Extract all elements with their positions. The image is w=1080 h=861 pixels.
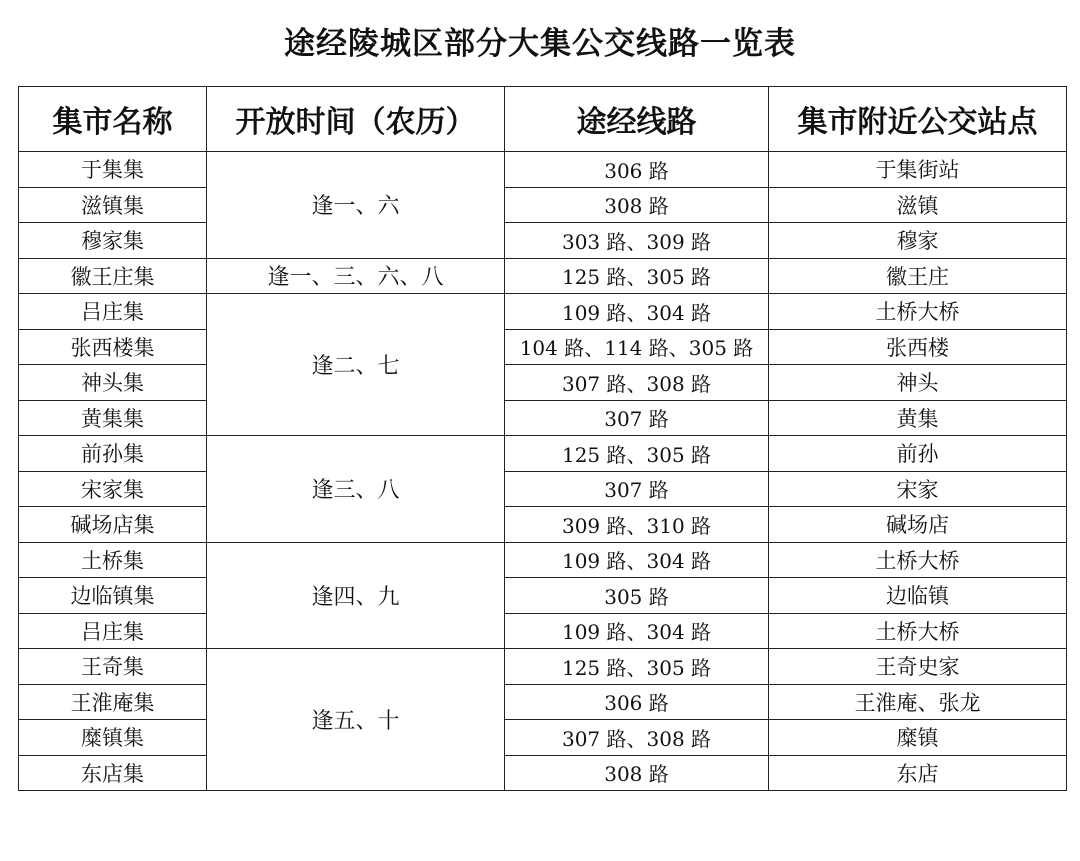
table-row [19, 365, 1067, 401]
table-row [19, 258, 1067, 294]
routes-cell: 307 路、308 路 [505, 365, 769, 401]
stop-cell: 徽王庄 [769, 258, 1067, 294]
table-row [19, 613, 1067, 649]
market-name-cell: 徽王庄集 [19, 258, 207, 294]
routes-cell: 109 路、304 路 [505, 294, 769, 330]
market-name-cell: 吕庄集 [19, 613, 207, 649]
routes-cell: 305 路 [505, 578, 769, 614]
stop-cell: 前孙 [769, 436, 1067, 472]
market-name-cell: 前孙集 [19, 436, 207, 472]
stop-cell: 糜镇 [769, 720, 1067, 756]
routes-cell: 109 路、304 路 [505, 613, 769, 649]
routes-cell: 307 路 [505, 471, 769, 507]
stop-cell: 神头 [769, 365, 1067, 401]
stop-cell: 于集街站 [769, 152, 1067, 188]
stop-cell: 王淮庵、张龙 [769, 684, 1067, 720]
market-name-cell: 王淮庵集 [19, 684, 207, 720]
market-name-cell: 王奇集 [19, 649, 207, 685]
routes-cell: 125 路、305 路 [505, 436, 769, 472]
stop-cell: 穆家 [769, 223, 1067, 259]
open-days-cell: 逢一、三、六、八 [207, 258, 505, 294]
header-open-time: 开放时间（农历） [207, 87, 505, 152]
table-row [19, 578, 1067, 614]
table-row [19, 187, 1067, 223]
stop-cell: 土桥大桥 [769, 294, 1067, 330]
routes-cell: 109 路、304 路 [505, 542, 769, 578]
table-row [19, 542, 1067, 578]
open-days-cell: 逢三、八 [207, 436, 505, 543]
routes-cell: 303 路、309 路 [505, 223, 769, 259]
open-days-cell: 逢四、九 [207, 542, 505, 649]
table-row [19, 649, 1067, 685]
table-row [19, 436, 1067, 472]
market-name-cell: 碱场店集 [19, 507, 207, 543]
market-name-cell: 糜镇集 [19, 720, 207, 756]
stop-cell: 王奇史家 [769, 649, 1067, 685]
market-name-cell: 穆家集 [19, 223, 207, 259]
stop-cell: 土桥大桥 [769, 613, 1067, 649]
table-row [19, 400, 1067, 436]
routes-cell: 307 路 [505, 400, 769, 436]
table-row [19, 507, 1067, 543]
page-title: 途经陵城区部分大集公交线路一览表 [284, 26, 796, 62]
stop-cell: 边临镇 [769, 578, 1067, 614]
table-row [19, 152, 1067, 188]
stop-cell: 张西楼 [769, 329, 1067, 365]
market-name-cell: 宋家集 [19, 471, 207, 507]
market-name-cell: 吕庄集 [19, 294, 207, 330]
header-market-name: 集市名称 [19, 87, 207, 152]
table-row [19, 755, 1067, 791]
table-row [19, 329, 1067, 365]
market-name-cell: 东店集 [19, 755, 207, 791]
stop-cell: 碱场店 [769, 507, 1067, 543]
routes-cell: 308 路 [505, 187, 769, 223]
bus-route-table [18, 86, 1067, 791]
market-name-cell: 于集集 [19, 152, 207, 188]
table-row [19, 294, 1067, 330]
routes-cell: 307 路、308 路 [505, 720, 769, 756]
open-days-cell: 逢五、十 [207, 649, 505, 791]
market-name-cell: 神头集 [19, 365, 207, 401]
stop-cell: 东店 [769, 755, 1067, 791]
open-days-cell: 逢一、六 [207, 152, 505, 259]
routes-cell: 125 路、305 路 [505, 258, 769, 294]
routes-cell: 125 路、305 路 [505, 649, 769, 685]
market-name-cell: 黄集集 [19, 400, 207, 436]
open-days-cell: 逢二、七 [207, 294, 505, 436]
stop-cell: 滋镇 [769, 187, 1067, 223]
routes-cell: 306 路 [505, 152, 769, 188]
stop-cell: 宋家 [769, 471, 1067, 507]
routes-cell: 306 路 [505, 684, 769, 720]
routes-cell: 309 路、310 路 [505, 507, 769, 543]
table-row [19, 223, 1067, 259]
table-row [19, 684, 1067, 720]
stop-cell: 土桥大桥 [769, 542, 1067, 578]
header-nearby-stop: 集市附近公交站点 [769, 87, 1067, 152]
market-name-cell: 滋镇集 [19, 187, 207, 223]
header-routes: 途经线路 [505, 87, 769, 152]
stop-cell: 黄集 [769, 400, 1067, 436]
table-row [19, 720, 1067, 756]
market-name-cell: 土桥集 [19, 542, 207, 578]
market-name-cell: 边临镇集 [19, 578, 207, 614]
routes-cell: 104 路、114 路、305 路 [505, 329, 769, 365]
market-name-cell: 张西楼集 [19, 329, 207, 365]
table-header-row [19, 87, 1067, 152]
routes-cell: 308 路 [505, 755, 769, 791]
table-row [19, 471, 1067, 507]
